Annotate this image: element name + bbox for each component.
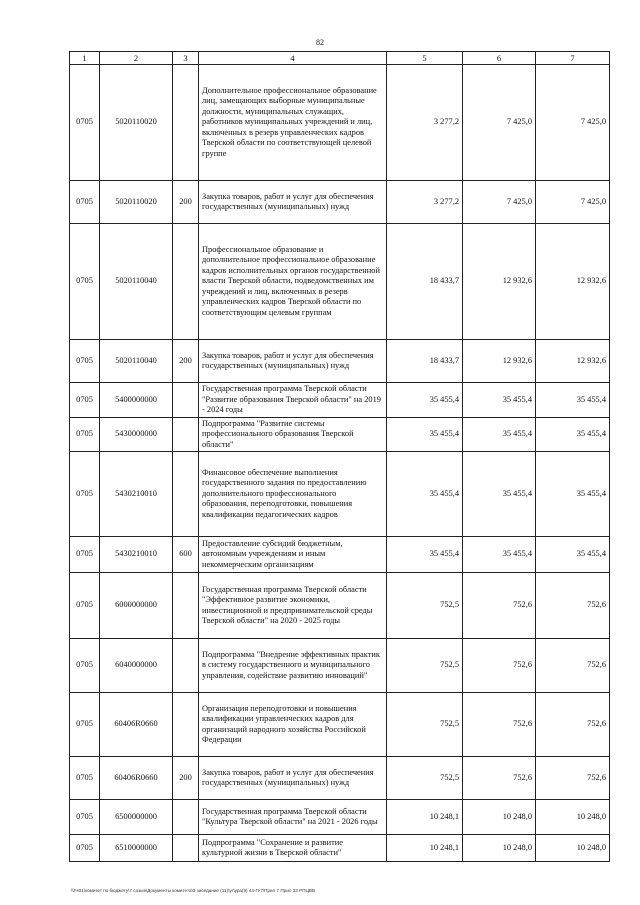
expense-type-cell — [173, 573, 199, 639]
amount-col7-cell: 35 455,4 — [536, 452, 610, 537]
amount-col5-cell: 3 277,2 — [387, 65, 463, 181]
section-code-cell: 0705 — [70, 639, 100, 693]
expense-type-cell — [173, 65, 199, 181]
expense-type-cell — [173, 452, 199, 537]
expense-type-cell: 200 — [173, 181, 199, 224]
table-row — [70, 639, 610, 693]
header-cell: 1 — [70, 52, 100, 65]
amount-col7-cell: 10 248,0 — [536, 800, 610, 835]
amount-col5-cell: 752,5 — [387, 757, 463, 800]
table-row — [70, 340, 610, 383]
amount-col6-cell: 12 932,6 — [463, 224, 536, 340]
target-article-cell: 5430210010 — [100, 537, 173, 573]
expense-type-cell — [173, 224, 199, 340]
amount-col5-cell: 35 455,4 — [387, 383, 463, 418]
amount-col5-cell: 752,5 — [387, 639, 463, 693]
item-name-cell: Закупка товаров, работ и услуг для обеспечения государственных (муниципальных) нужд — [199, 181, 387, 224]
amount-col6-cell: 35 455,4 — [463, 383, 536, 418]
amount-col6-cell: 10 248,0 — [463, 800, 536, 835]
item-name-cell: Закупка товаров, работ и услуг для обеспечения государственных (муниципальных) нужд — [199, 757, 387, 800]
item-name-cell: Дополнительное профессиональное образование лиц, замещающих выборные муниципальные должности, муниципальных служащих, работников муниципальных учреждений и лиц, включенных в резерв управленческих кадров Тверской области по соответствующей целевой группе — [199, 65, 387, 181]
target-article-cell: 6510000000 — [100, 835, 173, 862]
item-name-cell: Организация переподготовки и повышения квалификации управленческих кадров для организаций народного хозяйства Российской Федерации — [199, 693, 387, 757]
target-article-cell: 6040000000 — [100, 639, 173, 693]
budget-table — [69, 51, 610, 862]
amount-col6-cell: 752,6 — [463, 573, 536, 639]
table-row — [70, 835, 610, 862]
header-cell: 7 — [536, 52, 610, 65]
expense-type-cell — [173, 835, 199, 862]
expense-type-cell — [173, 693, 199, 757]
item-name-cell: Предоставление субсидий бюджетным, автономным учреждениям и иным некоммерческим организациям — [199, 537, 387, 573]
amount-col5-cell: 752,5 — [387, 693, 463, 757]
section-code-cell: 0705 — [70, 573, 100, 639]
amount-col7-cell: 752,6 — [536, 757, 610, 800]
amount-col7-cell: 752,6 — [536, 693, 610, 757]
item-name-cell: Государственная программа Тверской области "Эффективное развитие экономики, инвестиционной и предпринимательской среды Тверской области" на 2020 - 2025 годы — [199, 573, 387, 639]
expense-type-cell — [173, 383, 199, 418]
page-number: 82 — [316, 38, 324, 47]
table-row — [70, 573, 610, 639]
header-cell: 5 — [387, 52, 463, 65]
amount-col7-cell: 7 425,0 — [536, 181, 610, 224]
target-article-cell: 5020110040 — [100, 224, 173, 340]
target-article-cell: 5430000000 — [100, 418, 173, 452]
amount-col5-cell: 18 433,7 — [387, 340, 463, 383]
table-row — [70, 537, 610, 573]
expense-type-cell — [173, 639, 199, 693]
expense-type-cell: 600 — [173, 537, 199, 573]
target-article-cell: 60406R0660 — [100, 757, 173, 800]
item-name-cell: Подпрограмма "Развитие системы профессионального образования Тверской области" — [199, 418, 387, 452]
amount-col6-cell: 7 425,0 — [463, 65, 536, 181]
section-code-cell: 0705 — [70, 418, 100, 452]
section-code-cell: 0705 — [70, 452, 100, 537]
section-code-cell: 0705 — [70, 757, 100, 800]
amount-col5-cell: 35 455,4 — [387, 452, 463, 537]
table-row — [70, 181, 610, 224]
amount-col5-cell: 35 455,4 — [387, 418, 463, 452]
file-path-footer: \\Fs01\комитет по бюджету\7 созыв\Документы комитета\3 заседание (11)\уг\ура(9) 44-П-7\Прил 7 Прил 33 РПЦВВ — [71, 888, 316, 893]
amount-col6-cell: 35 455,4 — [463, 452, 536, 537]
amount-col6-cell: 7 425,0 — [463, 181, 536, 224]
amount-col7-cell: 752,6 — [536, 639, 610, 693]
amount-col7-cell: 35 455,4 — [536, 537, 610, 573]
item-name-cell: Подпрограмма "Сохранение и развитие культурной жизни в Тверской области" — [199, 835, 387, 862]
section-code-cell: 0705 — [70, 65, 100, 181]
item-name-cell: Финансовое обеспечение выполнения государственного задания по предоставлению дополнительного профессионального образования, переподготовки, повышения квалификации педагогических кадров — [199, 452, 387, 537]
amount-col6-cell: 752,6 — [463, 693, 536, 757]
expense-type-cell — [173, 800, 199, 835]
section-code-cell: 0705 — [70, 383, 100, 418]
expense-type-cell: 200 — [173, 340, 199, 383]
amount-col7-cell: 35 455,4 — [536, 418, 610, 452]
amount-col7-cell: 35 455,4 — [536, 383, 610, 418]
amount-col5-cell: 35 455,4 — [387, 537, 463, 573]
table-row — [70, 757, 610, 800]
header-cell: 2 — [100, 52, 173, 65]
table-header-row — [70, 52, 610, 65]
section-code-cell: 0705 — [70, 537, 100, 573]
amount-col6-cell: 35 455,4 — [463, 537, 536, 573]
target-article-cell: 5020110040 — [100, 340, 173, 383]
amount-col7-cell: 752,6 — [536, 573, 610, 639]
table-row — [70, 693, 610, 757]
target-article-cell: 60406R0660 — [100, 693, 173, 757]
amount-col5-cell: 10 248,1 — [387, 835, 463, 862]
amount-col6-cell: 12 932,6 — [463, 340, 536, 383]
section-code-cell: 0705 — [70, 693, 100, 757]
amount-col6-cell: 752,6 — [463, 639, 536, 693]
target-article-cell: 5020110020 — [100, 181, 173, 224]
item-name-cell: Государственная программа Тверской области "Развитие образования Тверской области" на 2019 - 2024 годы — [199, 383, 387, 418]
amount-col5-cell: 10 248,1 — [387, 800, 463, 835]
header-cell: 4 — [199, 52, 387, 65]
amount-col6-cell: 35 455,4 — [463, 418, 536, 452]
amount-col7-cell: 7 425,0 — [536, 65, 610, 181]
amount-col7-cell: 12 932,6 — [536, 224, 610, 340]
section-code-cell: 0705 — [70, 800, 100, 835]
amount-col7-cell: 12 932,6 — [536, 340, 610, 383]
amount-col5-cell: 3 277,2 — [387, 181, 463, 224]
table-row — [70, 452, 610, 537]
table-row — [70, 65, 610, 181]
header-cell: 3 — [173, 52, 199, 65]
item-name-cell: Профессиональное образование и дополнительное профессиональное образование кадров исполнительных органов государственной власти Тверской области, подведомственных им учреждений и лиц, включенных в резерв управленческих кадров Тверской области по соответствующим целевым группам — [199, 224, 387, 340]
item-name-cell: Закупка товаров, работ и услуг для обеспечения государственных (муниципальных) нужд — [199, 340, 387, 383]
amount-col7-cell: 10 248,0 — [536, 835, 610, 862]
target-article-cell: 5430210010 — [100, 452, 173, 537]
amount-col5-cell: 752,5 — [387, 573, 463, 639]
item-name-cell: Подпрограмма "Внедрение эффективных практик в систему государственного и муниципального управления, содействие развитию инноваций" — [199, 639, 387, 693]
target-article-cell: 6000000000 — [100, 573, 173, 639]
header-cell: 6 — [463, 52, 536, 65]
section-code-cell: 0705 — [70, 181, 100, 224]
table-row — [70, 383, 610, 418]
amount-col5-cell: 18 433,7 — [387, 224, 463, 340]
table-row — [70, 800, 610, 835]
section-code-cell: 0705 — [70, 340, 100, 383]
table-row — [70, 418, 610, 452]
expense-type-cell: 200 — [173, 757, 199, 800]
item-name-cell: Государственная программа Тверской области "Культура Тверской области" на 2021 - 2026 годы — [199, 800, 387, 835]
target-article-cell: 6500000000 — [100, 800, 173, 835]
section-code-cell: 0705 — [70, 224, 100, 340]
target-article-cell: 5400000000 — [100, 383, 173, 418]
target-article-cell: 5020110020 — [100, 65, 173, 181]
section-code-cell: 0705 — [70, 835, 100, 862]
amount-col6-cell: 752,6 — [463, 757, 536, 800]
table-row — [70, 224, 610, 340]
amount-col6-cell: 10 248,0 — [463, 835, 536, 862]
expense-type-cell — [173, 418, 199, 452]
